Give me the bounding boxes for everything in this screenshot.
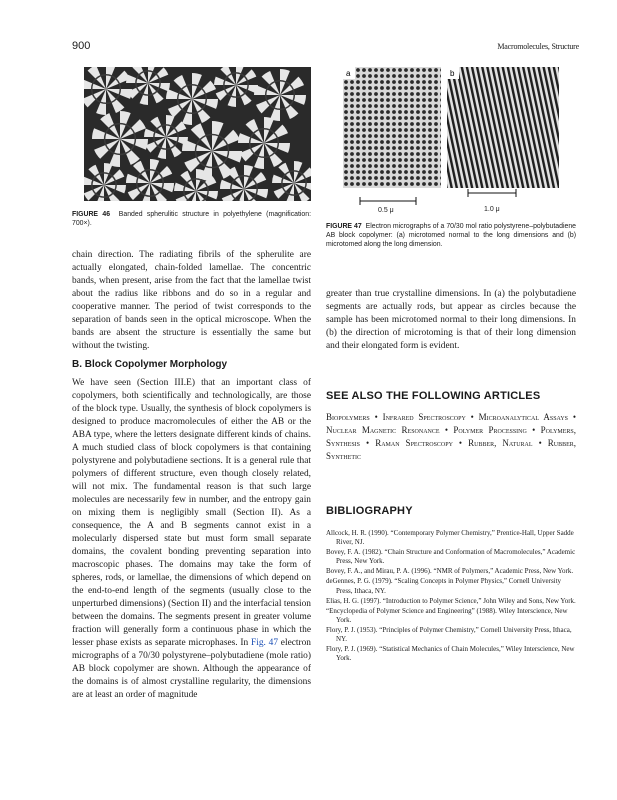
left-paragraph-2-text: We have seen (Section III.E) that an important class of copolymers, both scientifically and technologically, are those of the block type. Usually, the synthesis of block copolymers is designed to produce macromolecules of either the AB or the ABA type, where the letters designate different kinds of chains. A much studied class of block copolymers is that containing polystyrene and polybutadiene sections. It is a general rule that polymers of different structure, even though closely related, will not mix. The fundamental reason is that such large molecules are necessarily few in number, and the entropy gain on mixing them is negligibly small (Section II). As a consequence, the A and B segments cannot exist in a molecularly dispersed state but must form small separate domains, the covalent bonding preventing separation into macroscopic phases. The domains may take the form of spheres, rods, or lamellae, the dimensions of which depend on the end-to-end length of the segments (usually close to the unperturbed dimensions) (Section II) and the interfacial tension between the domains. The segments present in greater volume fraction will generally form a continuous phase in which the lesser phase exists as separate microphases. In <box>72 378 311 648</box>
scale-bar-b <box>466 188 518 198</box>
bibliography-entry: Bovey, F. A. (1982). “Chain Structure and Conformation of Macromolecules,” Academic Press, New York. <box>326 548 576 566</box>
scale-label-b: 1.0 μ <box>484 206 500 213</box>
figure-47-link[interactable]: Fig. 47 <box>251 638 279 648</box>
see-also-list: Biopolymers • Infrared Spectroscopy • Microanalytical Assays • Nuclear Magnetic Resonance • Polymer Processing • Polymers, Synthesis • Raman Spectroscopy • Rubber, Natural • Rubber, Synthetic <box>326 412 576 461</box>
right-paragraph-1: greater than true crystalline dimensions. In (a) the polybutadiene segments are actually rods, but appear as circles because the sample has been microtomed normal to their long dimensions. In (b) the direction of microtoming is that of their long dimension and their elongated form is evident. <box>326 289 576 351</box>
figure-46-caption <box>72 210 311 228</box>
panel-b-micrograph <box>447 67 559 188</box>
bibliography-entry: Elias, H. G. (1997). “Introduction to Polymer Science,” John Wiley and Sons, New York. <box>326 596 576 605</box>
figure-46-label: FIGURE 46 <box>72 211 111 218</box>
figure-46-caption-text: Banded spherulitic structure in polyethylene (magnification: 700×). <box>72 211 311 227</box>
scale-bar-a <box>358 196 418 206</box>
scale-label-a: 0.5 μ <box>378 207 394 214</box>
bibliography-heading: BIBLIOGRAPHY <box>326 505 413 517</box>
left-paragraph-1: chain direction. The radiating fibrils of the spherulite are actually elongated, chain-folded lamellae. The concentric bands, when present, arise from the fact that the lamellae twist about the radius like ribbons and do so in a regular and cooperative manner. The period of twist corresponds to the separation of bands seen in the optical microscope. When the bands are absent the structure is essentially the same but without the twisting. <box>72 250 311 351</box>
bibliography-entry: Flory, P. J. (1969). “Statistical Mechanics of Chain Molecules,” Wiley Interscience, New York. <box>326 645 575 663</box>
left-paragraph-2 <box>72 377 311 702</box>
see-also-heading: SEE ALSO THE FOLLOWING ARTICLES <box>326 390 541 402</box>
bibliography-entry: “Encyclopedia of Polymer Science and Engineering” (1988). Wiley Interscience, New York. <box>326 606 568 624</box>
bibliography-list <box>326 529 576 664</box>
figure-47-image <box>343 67 559 188</box>
panel-a-label: a <box>346 69 351 78</box>
running-head: Macromolecules, Structure <box>497 42 579 51</box>
figure-47-caption-text: Electron micrographs of a 70/30 mol ratio polystyrene–polybutadiene AB block copolymer: (a) microtomed normal to the long dimensions and (b) microtomed along the long dimension. <box>326 223 576 248</box>
spherulite-micrograph <box>84 67 311 201</box>
figure-47-label: FIGURE 47 <box>326 223 362 230</box>
panel-a-micrograph <box>343 67 441 188</box>
left-paragraph-2-text-cont: electron micrographs of a 70/30 polystyrene–polybutadiene (mole ratio) AB block copolymer are shown. Although the appearance of the domains is of almost crystalline regularity, the dimensions are at least an order of magnitude <box>72 638 311 700</box>
bibliography-entry: Allcock, H. R. (1990). “Contemporary Polymer Chemistry,” Prentice-Hall, Upper Sadde River, NJ. <box>326 529 574 547</box>
copolymer-micrographs <box>343 67 559 188</box>
bibliography-entry: Bovey, F. A., and Mirau, P. A. (1996). “NMR of Polymers,” Academic Press, New York. <box>326 567 574 576</box>
figure-47-caption <box>326 222 576 249</box>
figure-46-image <box>84 67 311 201</box>
page-number: 900 <box>72 40 91 52</box>
bibliography-entry: Flory, P. J. (1953). “Principles of Polymer Chemistry,” Cornell University Press, Ithaca, NY. <box>326 625 572 644</box>
section-heading-block-copolymer: B. Block Copolymer Morphology <box>72 359 228 370</box>
panel-b-label: b <box>450 69 455 78</box>
bibliography-entry: deGennes, P. G. (1979). “Scaling Concepts in Polymer Physics,” Cornell University Press, Ithaca, NY. <box>326 577 562 595</box>
